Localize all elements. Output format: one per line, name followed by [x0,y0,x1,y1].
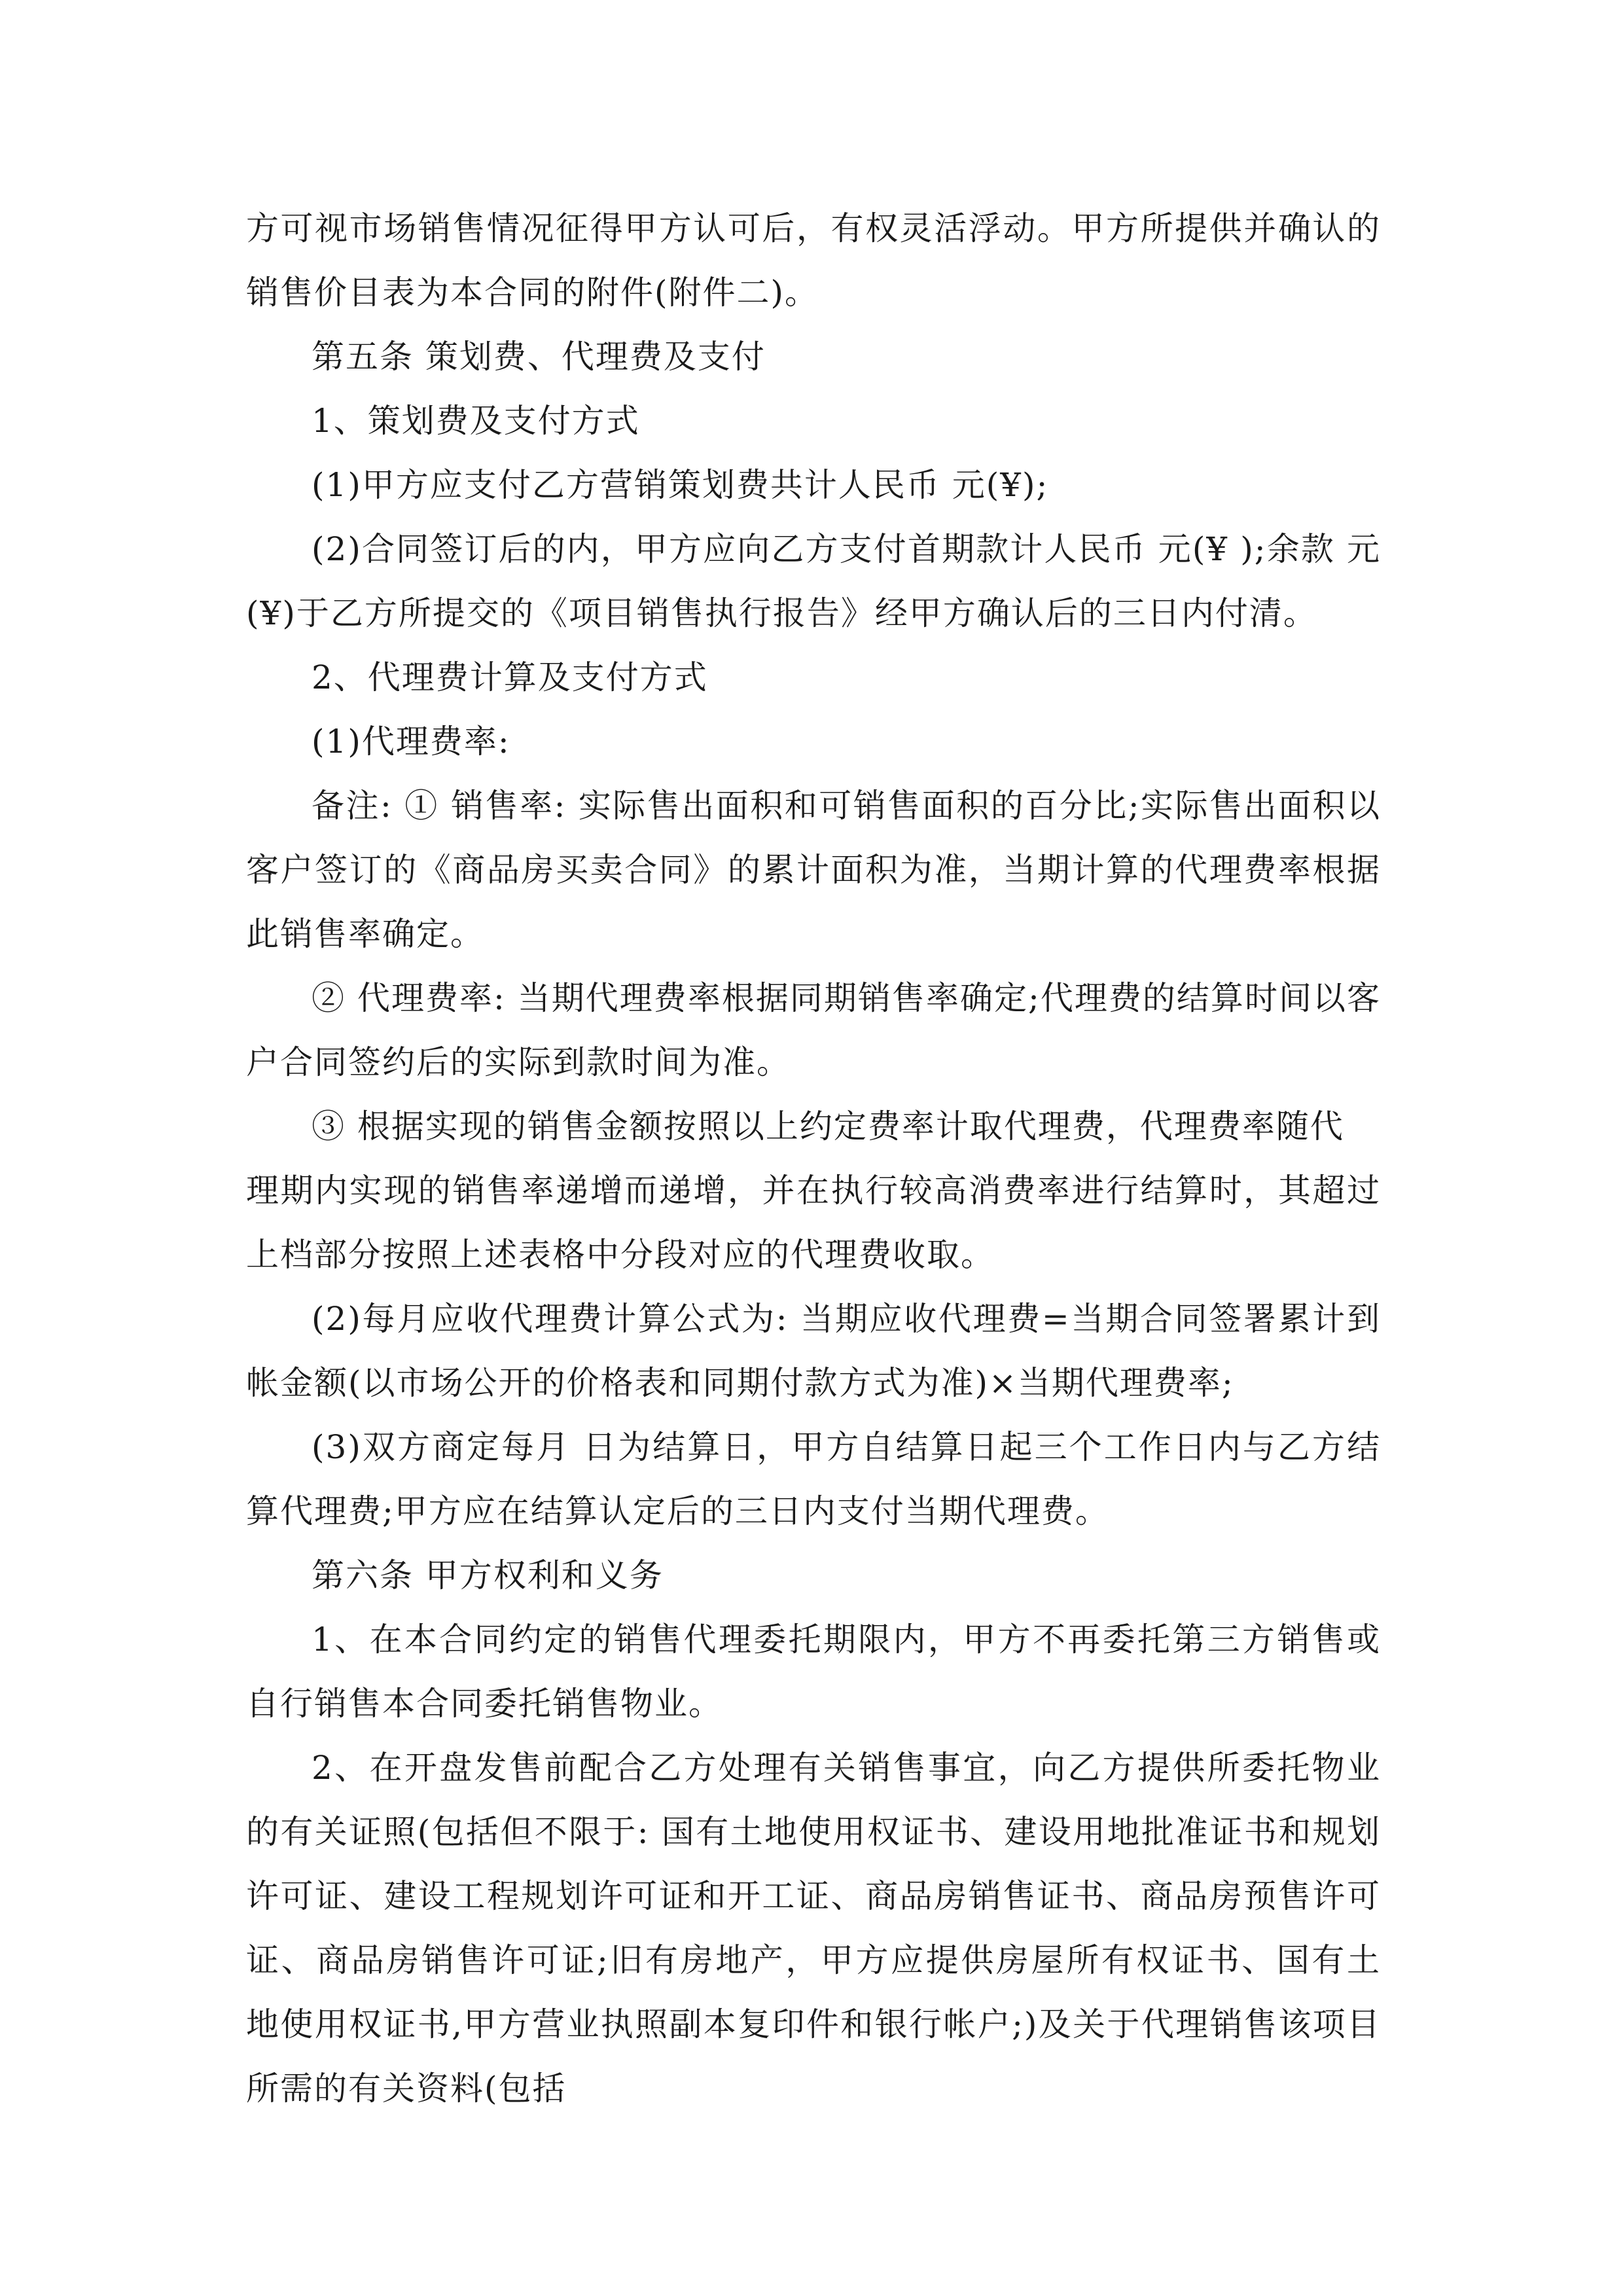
paragraph: (1)甲方应支付乙方营销策划费共计人民币 元(¥); [312,466,1049,504]
paragraph: (3)双方商定每月 日为结算日，甲方自结算日起三个工作日内与乙方结算代理费;甲方应在结算认定后的三日内支付当期代理费。 [246,1428,1381,1530]
paragraph: 方可视市场销售情况征得甲方认可后，有权灵活浮动。甲方所提供并确认的销售价目表为本合同的附件(附件二)。 [246,209,1381,312]
paragraph: 备注: ① 销售率: 实际售出面积和可销售面积的百分比;实际售出面积以客户签订的《商品房买卖合同》的累计面积为准，当期计算的代理费率根据此销售率确定。 [246,787,1381,953]
paragraph: 2、在开盘发售前配合乙方处理有关销售事宜，向乙方提供所委托物业的有关证照(包括但不限于: 国有土地使用权证书、建设用地批准证书和规划许可证、建设工程规划许可证和开工证、商品房销售证书、商品房预售许可证、商品房销售许可证;旧有房地产，甲方应提供房屋所有权证书、国有土地使用权证书,甲方营业执照副本复印件和银行帐户;)及关于代理销售该项目所需的有关资料(包括 [246,1749,1381,2108]
paragraph: ② 代理费率: 当期代理费率根据同期销售率确定;代理费的结算时间以客户合同签约后的实际到款时间为准。 [246,979,1381,1081]
paragraph: 理期内实现的销售率递增而递增，并在执行较高消费率进行结算时，其超过上档部分按照上述表格中分段对应的代理费收取。 [246,1172,1381,1274]
paragraph: ③ 根据实现的销售金额按照以上约定费率计取代理费，代理费率随代 [312,1107,1344,1145]
section-heading: 第六条 甲方权利和义务 [312,1556,664,1594]
paragraph: (2)每月应收代理费计算公式为: 当期应收代理费=当期合同签署累计到帐金额(以市场公开的价格表和同期付款方式为准)×当期代理费率; [246,1300,1381,1402]
paragraph: 1、在本合同约定的销售代理委托期限内，甲方不再委托第三方销售或自行销售本合同委托销售物业。 [246,1621,1381,1723]
subsection-heading: 2、代理费计算及支付方式 [312,658,708,696]
paragraph: (1)代理费率: [312,723,510,761]
section-heading: 第五条 策划费、代理费及支付 [312,338,766,376]
contract-body [246,196,1381,2121]
paragraph: (2)合同签订后的内，甲方应向乙方支付首期款计人民币 元(¥ );余款 元(¥)于乙方所提交的《项目销售执行报告》经甲方确认后的三日内付清。 [246,530,1381,632]
subsection-heading: 1、策划费及支付方式 [312,402,640,440]
